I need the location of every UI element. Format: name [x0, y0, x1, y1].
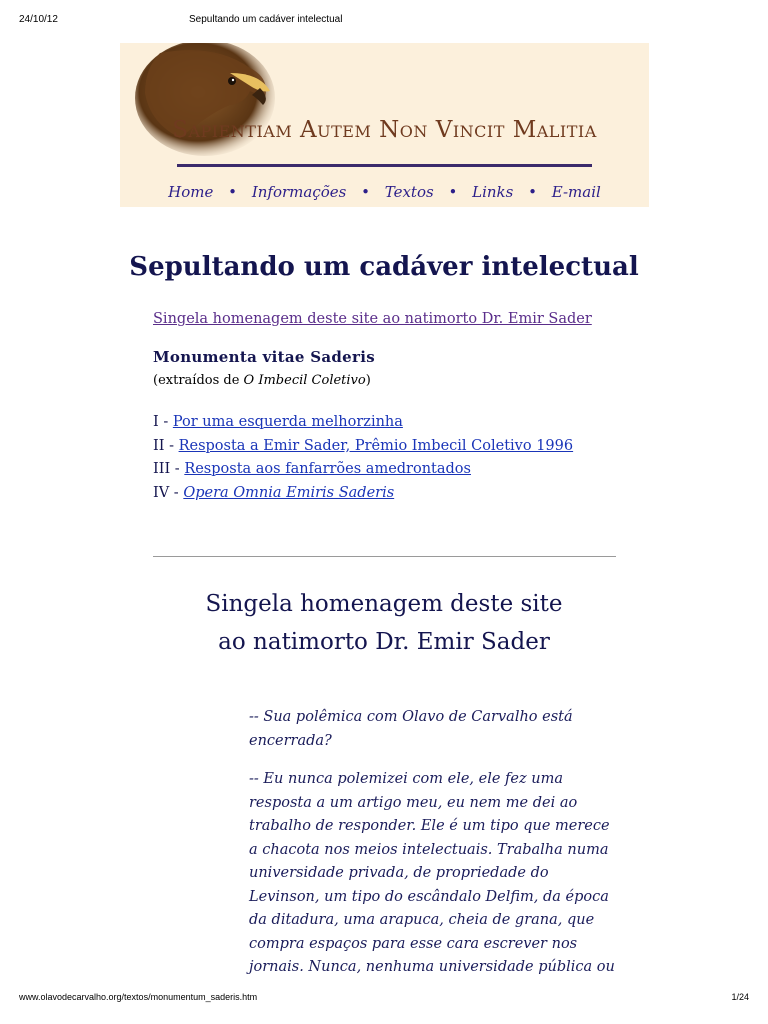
toc-item	[153, 411, 573, 435]
extracted-suffix: )	[365, 373, 371, 388]
site-nav	[120, 183, 649, 201]
toc-number: II -	[153, 437, 179, 454]
toc-number: I -	[153, 414, 173, 430]
nav-bullet: •	[448, 183, 458, 201]
interview-quote	[249, 706, 619, 995]
toc-item	[153, 435, 573, 459]
print-footer	[19, 992, 749, 1006]
toc-link[interactable]: Resposta aos fanfarrões amedrontados	[184, 461, 471, 477]
print-header	[19, 14, 749, 30]
toc-number: III -	[153, 461, 185, 477]
toc-item	[153, 458, 573, 482]
nav-home[interactable]: Home	[168, 183, 214, 201]
toc-link[interactable]: Por uma esquerda melhorzinha	[172, 414, 403, 430]
section-title	[0, 585, 768, 661]
toc-link[interactable]: Resposta a Emir Sader, Prêmio Imbecil Coletivo 1996	[178, 437, 574, 454]
page-number: 1/24	[731, 992, 749, 1002]
toc-number: IV -	[153, 484, 184, 501]
site-banner	[120, 43, 649, 207]
lead-link[interactable]: Singela homenagem deste site ao natimorto Dr. Emir Sader	[153, 311, 592, 327]
nav-bullet: •	[228, 183, 238, 201]
nav-links[interactable]: Links	[472, 183, 514, 201]
subtitle: Monumenta vitae Saderis	[153, 348, 375, 366]
quote-paragraph: -- Sua polêmica com Olavo de Carvalho está encerrada?	[249, 709, 573, 749]
print-date: 24/10/12	[19, 14, 58, 25]
quote-paragraph: -- Eu nunca polemizei com ele, ele fez uma resposta a um artigo meu, eu nem me dei ao trabalho de responder. Ele é um tipo que merece a chacota nos meios intelectuais. Trabalha numa universidade privada, de propriedade do Levinson, um tipo do escândalo Delfim, da época da ditadura, uma arapuca, cheia de grana, que compra espaços para esse cara escrever nos jornais. Nunca, nenhuma universidade pública ou	[249, 771, 615, 975]
section-title-line: Singela homenagem deste site	[205, 591, 563, 617]
nav-bullet: •	[361, 183, 370, 201]
section-title-line: ao natimorto Dr. Emir Sader	[218, 629, 550, 655]
section-divider	[153, 556, 616, 557]
nav-informacoes[interactable]: Informações	[251, 183, 347, 201]
eagle-logo	[120, 43, 300, 163]
extracted-note	[153, 373, 371, 388]
print-title: Sepultando um cadáver intelectual	[189, 14, 343, 25]
table-of-contents	[153, 411, 573, 505]
page-title: Sepultando um cadáver intelectual	[129, 252, 639, 282]
nav-textos[interactable]: Textos	[384, 183, 434, 201]
nav-bullet: •	[528, 183, 537, 201]
banner-motto: Sapientiam Autem Non Vincit Malitia	[172, 117, 597, 143]
banner-rule	[177, 164, 592, 167]
toc-item	[153, 482, 573, 506]
print-url: www.olavodecarvalho.org/textos/monumentum_saderis.htm	[19, 992, 258, 1002]
nav-email[interactable]: E-mail	[551, 183, 601, 201]
toc-link[interactable]: Opera Omnia Emiris Saderis	[183, 484, 395, 501]
book-title: O Imbecil Coletivo	[243, 373, 366, 388]
extracted-prefix: (extraídos de	[153, 373, 244, 388]
